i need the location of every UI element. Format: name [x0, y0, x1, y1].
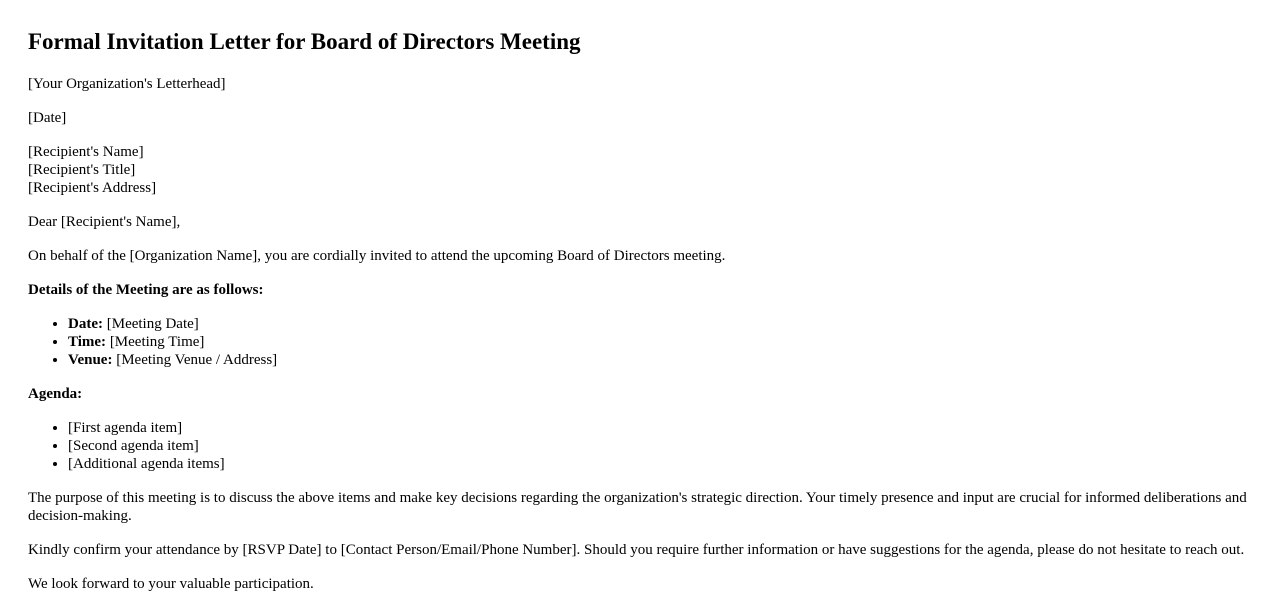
letter-date: [Date] [28, 110, 67, 126]
rsvp-paragraph: Kindly confirm your attendance by [RSVP Date] to [Contact Person/Email/Phone Number]. Should you require further information or have suggestions for the agenda, please do not hesitate to reach out. [28, 542, 1245, 558]
details-heading-text: Details of the Meeting are as follows: [28, 282, 264, 298]
recipient-block [28, 143, 1250, 197]
details-item-date [68, 315, 1250, 333]
details-value: [Meeting Time] [106, 334, 205, 350]
details-label: Date: [68, 316, 103, 332]
agenda-item: • [Additional agenda items] [68, 455, 1250, 473]
agenda-item: • [First agenda item] [68, 419, 1250, 437]
recipient-name: [Recipient's Name] [28, 144, 144, 160]
letterhead: [Your Organization's Letterhead] [28, 76, 226, 92]
details-item-time [68, 333, 1250, 351]
purpose-paragraph: The purpose of this meeting is to discuss the above items and make key decisions regarding the organization's strategic direction. Your timely presence and input are crucial for informed deliberations and decision-making. [28, 490, 1247, 524]
page-title: Formal Invitation Letter for Board of Directors Meeting [28, 29, 581, 54]
salutation: Dear [Recipient's Name], [28, 214, 181, 230]
recipient-address: [Recipient's Address] [28, 180, 157, 196]
agenda-heading [28, 385, 1250, 403]
intro-paragraph: On behalf of the [Organization Name], you are cordially invited to attend the upcoming Board of Directors meeting. [28, 248, 726, 264]
agenda-list [28, 419, 1250, 473]
details-item-venue [68, 351, 1250, 369]
details-heading [28, 281, 1250, 299]
agenda-item: • [Second agenda item] [68, 437, 1250, 455]
recipient-title: [Recipient's Title] [28, 162, 136, 178]
closing-paragraph: We look forward to your valuable participation. [28, 576, 314, 592]
details-value: [Meeting Venue / Address] [112, 352, 278, 368]
details-label: Time: [68, 334, 107, 350]
letter-body [28, 75, 1250, 609]
details-label: Venue: [68, 352, 113, 368]
details-list [28, 315, 1250, 369]
agenda-heading-text: Agenda: [28, 386, 83, 402]
details-value: [Meeting Date] [102, 316, 199, 332]
